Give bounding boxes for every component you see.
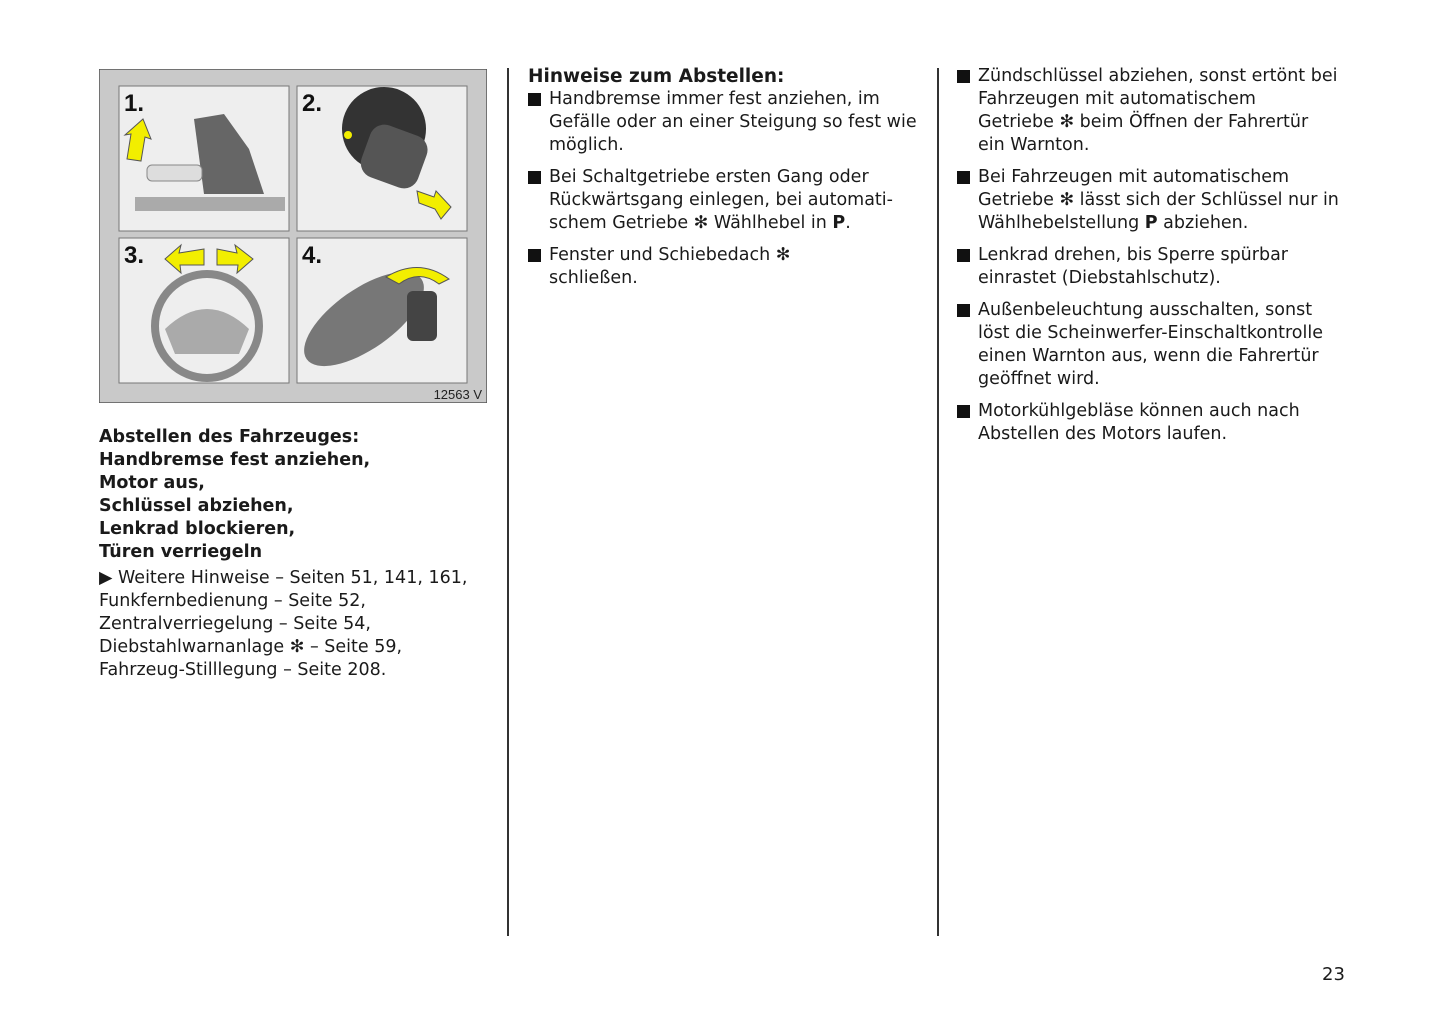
item-line: Abstellen des Motors laufen. [978, 424, 1228, 444]
text: schem Getriebe ✻ Wählhebel in [549, 213, 833, 233]
item-line: Handbremse immer fest anziehen, im [549, 89, 880, 109]
item-line: löst die Scheinwerfer-Einschaltkontrolle [978, 323, 1324, 343]
item-line: Außenbeleuchtung ausschalten, sonst [978, 300, 1313, 320]
bullet-square-icon [528, 171, 541, 184]
item-line: Gefälle oder an einer Steigung so fest wie [549, 112, 917, 132]
item-line: Zündschlüssel abziehen, sonst ertönt bei [978, 66, 1338, 86]
item-line: geöffnet wird. [978, 369, 1100, 389]
item-line: einrastet (Diebstahlschutz). [978, 268, 1221, 288]
panel-label-4: 4. [302, 242, 323, 269]
item-line [549, 212, 917, 235]
figure-code: 12563 V [433, 387, 482, 402]
reference-line: ▶ Weitere Hinweise – Seiten 51, 141, 161, [99, 568, 468, 588]
gear-position: P [832, 213, 846, 233]
parking-heading [99, 426, 370, 564]
illustration-svg [99, 69, 487, 403]
panel-steering-lock [119, 238, 289, 383]
text: abziehen. [1157, 213, 1249, 233]
item-line: möglich. [549, 135, 624, 155]
parking-steps-illustration [99, 69, 487, 403]
item-line: Fenster und Schiebedach ✻ [549, 245, 791, 265]
list-item [549, 244, 917, 290]
bullet-square-icon [957, 249, 970, 262]
reference-line: Zentralverriegelung – Seite 54, [99, 614, 371, 634]
heading-line: Lenkrad blockieren, [99, 519, 296, 539]
item-line: Rückwärtsgang einlegen, bei automati- [549, 190, 893, 210]
heading-line: Abstellen des Fahrzeuges: [99, 427, 360, 447]
item-line: Fahrzeugen mit automatischem [978, 89, 1256, 109]
item-line: einen Warnton aus, wenn die Fahrertür [978, 346, 1319, 366]
list-item [549, 88, 917, 157]
page-number: 23 [1322, 964, 1345, 985]
item-line [978, 212, 1339, 235]
panel-handbrake [119, 86, 289, 231]
item-line: Getriebe ✻ beim Öffnen der Fahrertür [978, 112, 1309, 132]
list-item [978, 299, 1339, 391]
heading-line: Motor aus, [99, 473, 205, 493]
item-line: Getriebe ✻ lässt sich der Schlüssel nur in [978, 190, 1339, 210]
cross-references [99, 567, 467, 682]
notes-heading: Hinweise zum Abstellen: [528, 66, 785, 87]
text: Wählhebelstellung [978, 213, 1145, 233]
heading-line: Türen verriegeln [99, 542, 263, 562]
item-line: ein Warnton. [978, 135, 1090, 155]
item-line: Bei Schaltgetriebe ersten Gang oder [549, 167, 869, 187]
column-divider [507, 68, 509, 936]
reference-line: Diebstahlwarnanlage ✻ – Seite 59, [99, 637, 403, 657]
bullet-square-icon [957, 70, 970, 83]
parking-notes [528, 65, 917, 299]
list-item [978, 244, 1339, 290]
list-item [978, 65, 1339, 157]
heading-line: Handbremse fest anziehen, [99, 450, 371, 470]
parking-notes-continued [978, 65, 1339, 455]
item-line: Bei Fahrzeugen mit automatischem [978, 167, 1290, 187]
item-line: Lenkrad drehen, bis Sperre spürbar [978, 245, 1288, 265]
gear-position: P [1144, 213, 1158, 233]
item-line: schließen. [549, 268, 638, 288]
item-line: Motorkühlgebläse können auch nach [978, 401, 1300, 421]
panel-key-removal [297, 86, 467, 231]
panel-label-1: 1. [124, 90, 145, 117]
bullet-square-icon [957, 171, 970, 184]
text: . [845, 213, 851, 233]
list-item [978, 400, 1339, 446]
list-item [549, 166, 917, 235]
list-item [978, 166, 1339, 235]
panel-label-2: 2. [302, 90, 323, 117]
reference-line: Fahrzeug-Stilllegung – Seite 208. [99, 660, 387, 680]
heading-line: Schlüssel abziehen, [99, 496, 294, 516]
bullet-square-icon [957, 304, 970, 317]
bullet-square-icon [528, 93, 541, 106]
column-divider [937, 68, 939, 936]
reference-line: Funkfernbedienung – Seite 52, [99, 591, 366, 611]
panel-label-3: 3. [124, 242, 145, 269]
bullet-square-icon [528, 249, 541, 262]
bullet-square-icon [957, 405, 970, 418]
